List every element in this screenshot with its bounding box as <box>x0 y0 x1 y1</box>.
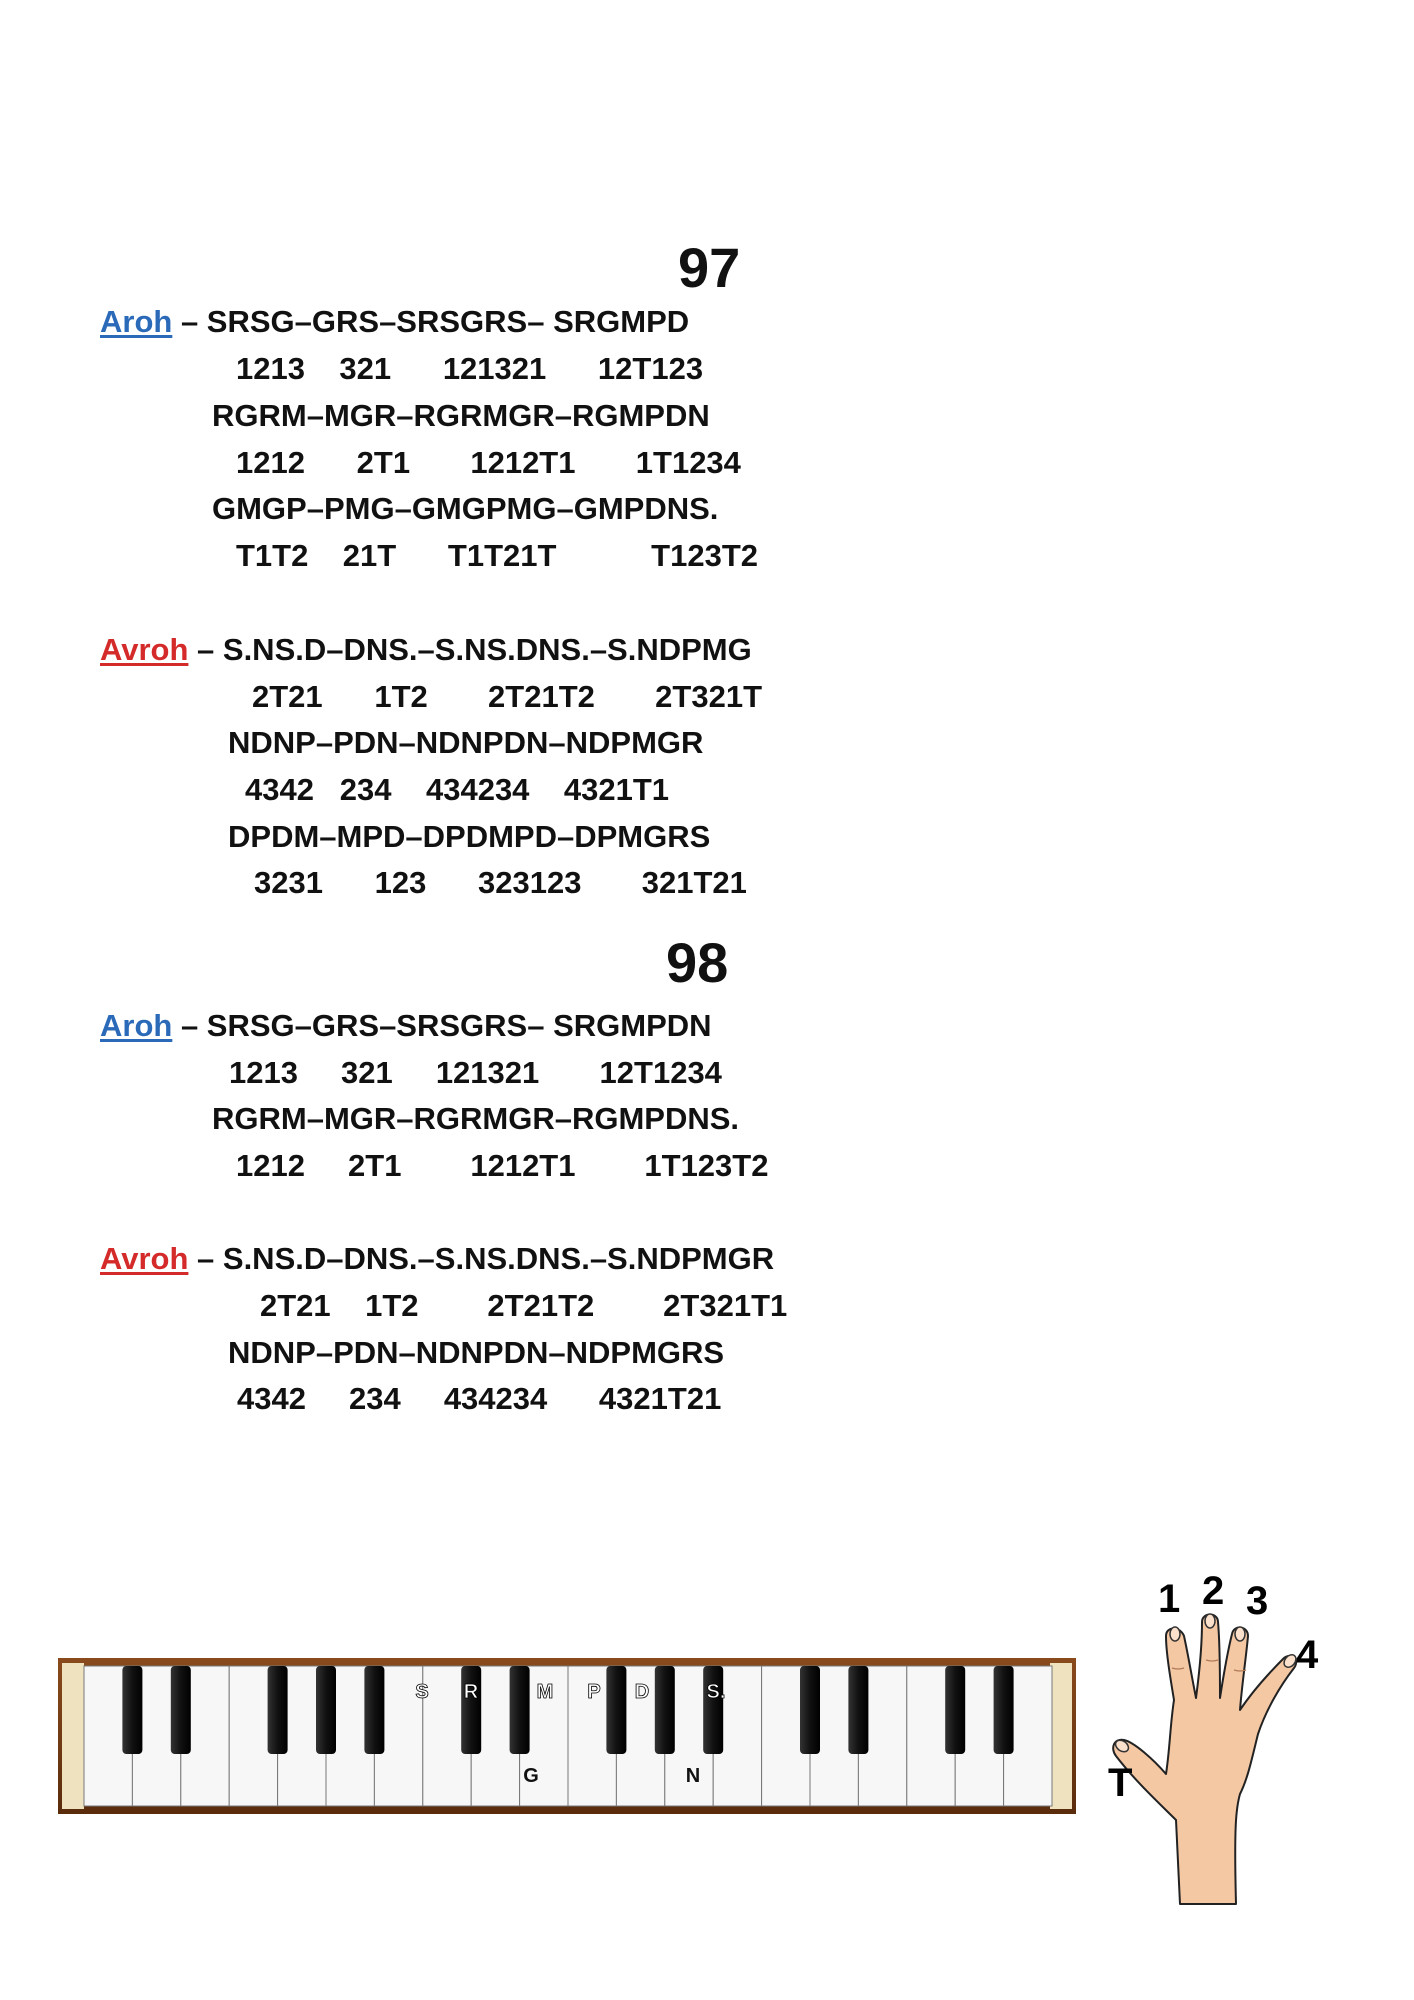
fingering-line: 2T21 1T2 2T21T2 2T321T <box>252 679 763 714</box>
black-key <box>994 1666 1014 1754</box>
finger-label-2: 2 <box>1202 1569 1225 1613</box>
hand-diagram <box>1108 1568 1348 1908</box>
black-key <box>268 1666 288 1754</box>
fingering-line: 1212 2T1 1212T1 1T123T2 <box>236 1148 769 1183</box>
avroh-label: Avroh <box>100 1241 189 1276</box>
key-label-r: R <box>463 1681 479 1703</box>
exercise-number-98: 98 <box>666 931 729 994</box>
avroh-line <box>100 634 752 665</box>
notation-line: – S.NS.D–DNS.–S.NS.DNS.–S.NDPMG <box>188 632 752 667</box>
notation-line: RGRM–MGR–RGRMGR–RGMPDN <box>212 398 710 433</box>
key-label-m: M <box>536 1681 554 1703</box>
notation-line: GMGP–PMG–GMGPMG–GMPDNS. <box>212 491 719 526</box>
key-label-d: D <box>634 1681 650 1703</box>
finger-label-1: 1 <box>1158 1577 1181 1621</box>
fingering-line: 4342 234 434234 4321T1 <box>245 772 670 807</box>
black-key <box>703 1666 723 1754</box>
black-key <box>848 1666 868 1754</box>
black-key <box>655 1666 675 1754</box>
black-key <box>316 1666 336 1754</box>
fingering-line: 4342 234 434234 4321T21 <box>237 1381 722 1416</box>
key-label-s-upper: S. <box>706 1681 726 1703</box>
black-key <box>800 1666 820 1754</box>
white-keys <box>84 1666 1052 1806</box>
aroh-line <box>100 1010 712 1041</box>
key-label-n: N <box>685 1765 701 1787</box>
notation-line: DPDM–MPD–DPDMPD–DPMGRS <box>228 819 711 854</box>
black-key <box>510 1666 530 1754</box>
fingering-line: 1212 2T1 1212T1 1T1234 <box>236 445 741 480</box>
notation-line: NDNP–PDN–NDNPDN–NDPMGRS <box>228 1335 725 1370</box>
keyboard-right-cheek <box>1050 1663 1072 1809</box>
black-key <box>122 1666 142 1754</box>
finger-label-t: T <box>1108 1761 1133 1805</box>
aroh-line <box>100 306 689 337</box>
avroh-line <box>100 1243 774 1274</box>
key-label-p: P <box>587 1681 601 1703</box>
finger-label-4: 4 <box>1296 1633 1319 1677</box>
black-key <box>945 1666 965 1754</box>
keyboard-left-cheek <box>62 1663 84 1809</box>
harmonium-keyboard <box>58 1658 1076 1814</box>
fingering-line: 3231 123 323123 321T21 <box>254 865 747 900</box>
key-label-s: S <box>415 1681 429 1703</box>
notation-line: RGRM–MGR–RGRMGR–RGMPDNS. <box>212 1101 740 1136</box>
exercise-number-97: 97 <box>678 236 741 299</box>
black-key <box>461 1666 481 1754</box>
fingering-line: 1213 321 121321 12T123 <box>236 351 704 386</box>
aroh-label: Aroh <box>100 304 173 339</box>
notation-line: – S.NS.D–DNS.–S.NS.DNS.–S.NDPMGR <box>188 1241 775 1276</box>
black-key <box>364 1666 384 1754</box>
hand-shape <box>1113 1615 1296 1905</box>
avroh-label: Avroh <box>100 632 189 667</box>
notation-line: – SRSG–GRS–SRSGRS– SRGMPD <box>172 304 690 339</box>
fingering-line: 2T21 1T2 2T21T2 2T321T1 <box>260 1288 788 1323</box>
finger-label-3: 3 <box>1246 1579 1269 1623</box>
black-key <box>606 1666 626 1754</box>
fingering-line: T1T2 21T T1T21T T123T2 <box>236 538 759 573</box>
black-key <box>171 1666 191 1754</box>
notation-line: NDNP–PDN–NDNPDN–NDPMGR <box>228 725 704 760</box>
notation-line: – SRSG–GRS–SRSGRS– SRGMPDN <box>172 1008 712 1043</box>
fingering-line: 1213 321 121321 12T1234 <box>229 1055 722 1090</box>
key-label-g: G <box>523 1765 539 1787</box>
aroh-label: Aroh <box>100 1008 173 1043</box>
